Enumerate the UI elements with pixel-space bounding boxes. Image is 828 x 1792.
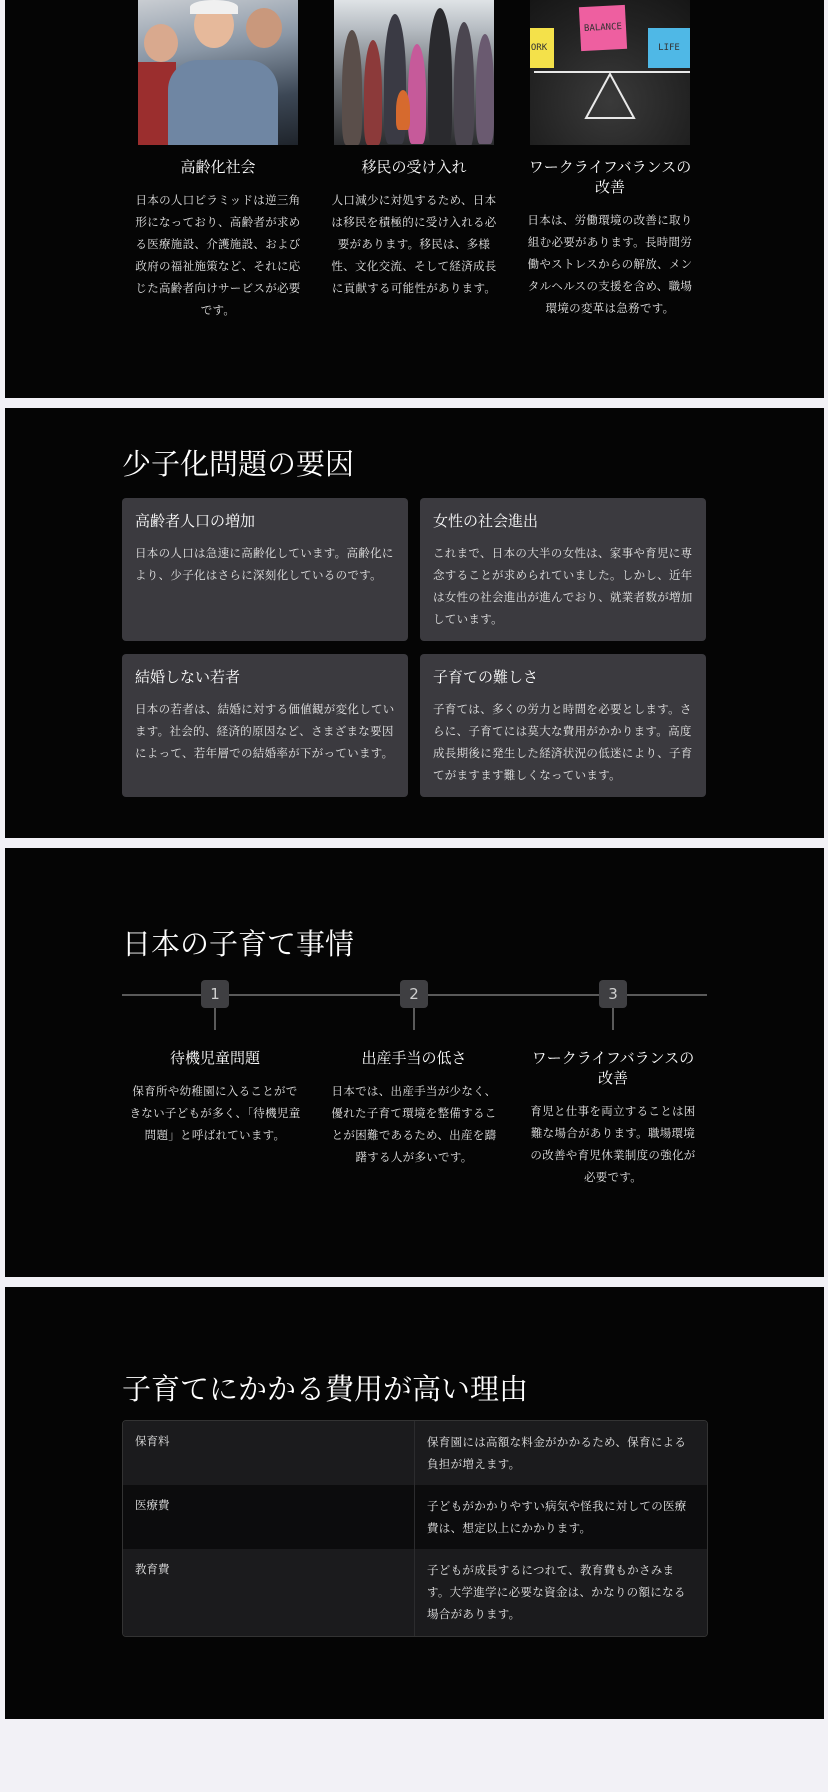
column-text: 日本の人口ピラミッドは逆三角形になっており、高齢者が求める医療施設、介護施設、および政府の福祉施策など、それに応じた高齢者向けサービスが必要です。: [135, 193, 301, 317]
card-title: 女性の社会進出: [433, 512, 539, 530]
card-text: これまで、日本の大半の女性は、家事や育児に専念することが求められていました。しかし、近年は女性の社会進出が進んでおり、就業者数が増加しています。: [433, 546, 693, 626]
step-title: ワークライフバランスの改善: [531, 1049, 695, 1087]
cause-card-unmarried-youth: [122, 654, 408, 797]
step-low-birth-allowance: [328, 1048, 500, 1168]
column-text: 人口減少に対処するため、日本は移民を積極的に受け入れる必要があります。移民は、多様性、文化交流、そして経済成長に貢献する可能性があります。: [331, 193, 497, 295]
step-waiting-children: [129, 1048, 301, 1146]
step-text: 育児と仕事を両立することは困難な場合があります。職場環境の改善や育児休業制度の強化が必要です。: [530, 1104, 696, 1184]
section-title: 子育てにかかる費用が高い理由: [122, 1372, 529, 1406]
column-title: ワークライフバランスの改善: [528, 158, 692, 196]
slide-childcare-situation: [5, 848, 824, 1277]
card-title: 子育ての難しさ: [433, 668, 539, 686]
step-badge-2: 2: [400, 980, 428, 1008]
scale-drawing-icon: [530, 0, 690, 145]
cause-card-aging-population: [122, 498, 408, 641]
column-title: 高齢化社会: [180, 158, 256, 176]
card-text: 日本の人口は急速に高齢化しています。高齢化により、少子化はさらに深刻化しているのです。: [135, 546, 394, 582]
section-title: 日本の子育て事情: [122, 927, 355, 961]
sticky-note-balance: BALANCE: [579, 5, 627, 51]
card-title: 結婚しない若者: [135, 668, 241, 686]
cost-reason: 保育園には高額な料金がかかるため、保育による負担が増えます。: [427, 1435, 687, 1471]
elderly-people-photo: [138, 0, 298, 145]
cost-label: 医療費: [135, 1498, 170, 1512]
step-text: 保育所や幼稚園に入ることができない子どもが多く、「待機児童問題」と呼ばれています。: [129, 1084, 301, 1142]
step-title: 出産手当の低さ: [361, 1049, 467, 1067]
step-title: 待機児童問題: [169, 1049, 260, 1067]
table-row: [123, 1549, 707, 1636]
cause-card-women-workforce: [420, 498, 706, 641]
slide-childcare-costs: [5, 1287, 824, 1719]
column-divider: [414, 1421, 415, 1636]
column-title: 移民の受け入れ: [361, 158, 467, 176]
cost-reason: 子どもがかかりやすい病気や怪我に対しての医療費は、想定以上にかかります。: [427, 1499, 687, 1535]
section-title: 少子化問題の要因: [122, 447, 355, 481]
column-text: 日本は、労働環境の改善に取り組む必要があります。長時間労働やストレスからの解放、メンタルヘルスの支援を含め、職場環境の変革は急務です。: [527, 213, 693, 315]
balance-chalkboard-photo: [530, 0, 690, 145]
sticky-note-life: LIFE: [648, 28, 690, 68]
slide-society-issues: [5, 0, 824, 398]
timeline-tick: [413, 1008, 415, 1030]
column-aging-society: [134, 0, 302, 321]
step-text: 日本では、出産手当が少なく、優れた子育て環境を整備することが困難であるため、出産を躊躇する人が多いです。: [331, 1084, 497, 1164]
card-text: 子育ては、多くの労力と時間を必要とします。さらに、子育てには莫大な費用がかかります。高度成長期後に発生した経済状況の低迷により、子育てがますます難しくなっています。: [433, 702, 693, 782]
crowd-photo: [334, 0, 494, 145]
step-badge-1: 1: [201, 980, 229, 1008]
card-text: 日本の若者は、結婚に対する価値観が変化しています。社会的、経済的原因など、さまざまな要因によって、若年層での結婚率が下がっています。: [135, 702, 395, 760]
slide-low-birthrate-causes: [5, 408, 824, 838]
table-row: [123, 1421, 707, 1485]
column-work-life-balance: [526, 0, 694, 319]
cost-table: [122, 1420, 708, 1637]
cost-reason: 子どもが成長するにつれて、教育費もかさみます。大学進学に必要な資金は、かなりの額になる場合があります。: [427, 1563, 686, 1621]
table-row: [123, 1485, 707, 1549]
card-title: 高齢者人口の増加: [135, 512, 256, 530]
timeline-tick: [214, 1008, 216, 1030]
sticky-note-work: ORK: [530, 28, 554, 68]
step-badge-3: 3: [599, 980, 627, 1008]
column-immigration: [330, 0, 498, 299]
cost-label: 保育料: [135, 1434, 170, 1448]
timeline-tick: [612, 1008, 614, 1030]
step-work-life-balance: [527, 1048, 699, 1188]
cause-card-childrearing-difficulty: [420, 654, 706, 797]
cost-label: 教育費: [135, 1562, 170, 1576]
